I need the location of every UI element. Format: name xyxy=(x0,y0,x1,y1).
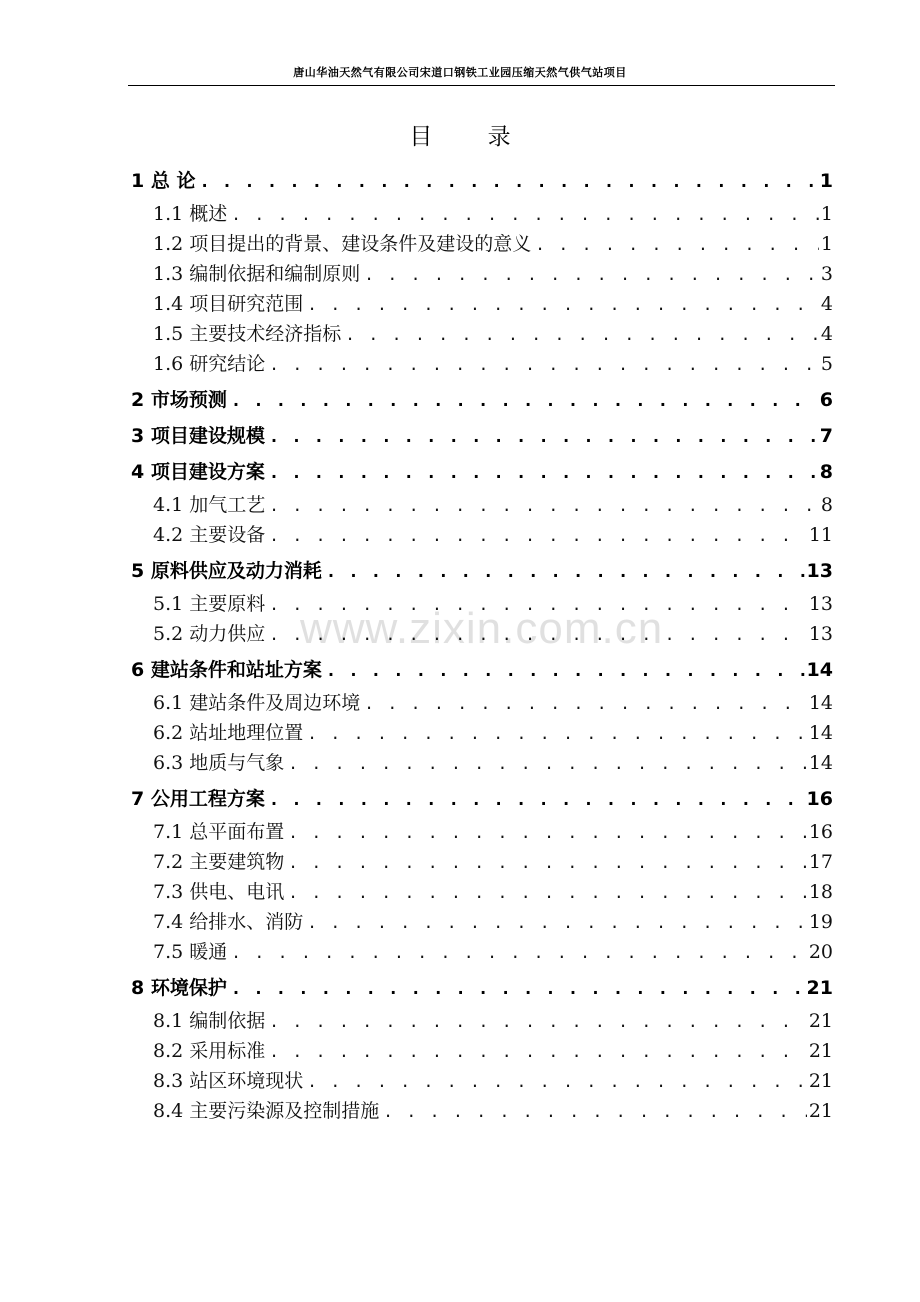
toc-page-number: 14 xyxy=(808,692,833,714)
toc-page-number: 14 xyxy=(806,659,833,681)
toc-page-number: 1 xyxy=(820,203,833,225)
toc-dot-leader xyxy=(269,521,807,550)
toc-entry-label: 5.1 主要原料 xyxy=(153,593,266,615)
toc-section-entry[interactable] xyxy=(131,289,833,319)
toc-section-entry[interactable] xyxy=(131,937,833,967)
toc-dot-leader xyxy=(269,458,818,487)
toc-section-entry[interactable] xyxy=(131,748,833,778)
toc-entry-label: 6.1 建站条件及周边环境 xyxy=(153,692,361,714)
header-rule xyxy=(128,85,835,86)
toc-dot-leader xyxy=(364,260,819,289)
toc-entry-label: 8.3 站区环境现状 xyxy=(153,1070,304,1092)
toc-section-entry[interactable] xyxy=(131,1066,833,1096)
toc-page-number: 4 xyxy=(820,323,833,345)
toc-page-number: 17 xyxy=(808,851,833,873)
toc-section-entry[interactable] xyxy=(131,1096,833,1126)
toc-page-number: 21 xyxy=(808,1040,833,1062)
toc-entry-label: 2 市场预测 xyxy=(131,389,227,411)
toc-page-number: 14 xyxy=(808,752,833,774)
toc-page-number: 11 xyxy=(808,524,833,546)
toc-entry-label: 8 环境保护 xyxy=(131,977,227,999)
toc-chapter-entry[interactable] xyxy=(131,421,833,451)
toc-dot-leader xyxy=(288,818,807,847)
toc-section-entry[interactable] xyxy=(131,520,833,550)
toc-dot-leader xyxy=(307,290,819,319)
toc-entry-label: 7.3 供电、电讯 xyxy=(153,881,285,903)
toc-entry-label: 4.2 主要设备 xyxy=(153,524,266,546)
toc-entry-label: 1.3 编制依据和编制原则 xyxy=(153,263,361,285)
watermark: www.zixin.com.cn xyxy=(300,604,664,653)
toc-dot-leader xyxy=(269,1007,807,1036)
toc-entry-label: 1.6 研究结论 xyxy=(153,353,266,375)
toc-page-number: 14 xyxy=(808,722,833,744)
toc-title: 目 录 xyxy=(409,124,535,150)
toc-entry-label: 1.5 主要技术经济指标 xyxy=(153,323,342,345)
toc-page-number: 18 xyxy=(808,881,833,903)
toc-dot-leader xyxy=(326,557,805,586)
toc-dot-leader xyxy=(345,320,819,349)
toc-entry-label: 6 建站条件和站址方案 xyxy=(131,659,322,681)
toc-entry-label: 7.2 主要建筑物 xyxy=(153,851,285,873)
toc-page-number: 16 xyxy=(808,821,833,843)
toc-entry-label: 8.4 主要污染源及控制措施 xyxy=(153,1100,380,1122)
toc-page-number: 6 xyxy=(819,389,833,411)
toc-section-entry[interactable] xyxy=(131,619,833,649)
toc-page-number: 1 xyxy=(820,233,833,255)
running-header: 唐山华油天然气有限公司宋道口钢铁工业园压缩天然气供气站项目 xyxy=(293,66,627,79)
toc-dot-leader xyxy=(199,167,817,196)
toc-section-entry[interactable] xyxy=(131,319,833,349)
toc-dot-leader xyxy=(364,689,807,718)
toc-entry-label: 7.1 总平面布置 xyxy=(153,821,285,843)
toc-dot-leader xyxy=(231,386,818,415)
toc-page-number: 13 xyxy=(808,623,833,645)
toc-entry-label: 8.2 采用标准 xyxy=(153,1040,266,1062)
toc-chapter-entry[interactable] xyxy=(131,556,833,586)
toc-entry-label: 6.2 站址地理位置 xyxy=(153,722,304,744)
toc-dot-leader xyxy=(231,974,805,1003)
table-of-contents xyxy=(131,160,833,1126)
toc-chapter-entry[interactable] xyxy=(131,457,833,487)
toc-section-entry[interactable] xyxy=(131,877,833,907)
toc-page-number: 21 xyxy=(808,1010,833,1032)
toc-page-number: 8 xyxy=(819,461,833,483)
toc-dot-leader xyxy=(288,848,807,877)
toc-page-number: 20 xyxy=(808,941,833,963)
toc-dot-leader xyxy=(269,350,819,379)
toc-page-number: 4 xyxy=(820,293,833,315)
toc-chapter-entry[interactable] xyxy=(131,385,833,415)
toc-section-entry[interactable] xyxy=(131,847,833,877)
toc-section-entry[interactable] xyxy=(131,688,833,718)
toc-dot-leader xyxy=(288,878,807,907)
toc-entry-label: 1.2 项目提出的背景、建设条件及建设的意义 xyxy=(153,233,532,255)
toc-page-number: 16 xyxy=(806,788,833,810)
toc-dot-leader xyxy=(307,908,807,937)
toc-page-number: 13 xyxy=(806,560,833,582)
toc-chapter-entry[interactable] xyxy=(131,973,833,1003)
toc-entry-label: 8.1 编制依据 xyxy=(153,1010,266,1032)
toc-dot-leader xyxy=(231,938,807,967)
toc-section-entry[interactable] xyxy=(131,718,833,748)
toc-page-number: 13 xyxy=(808,593,833,615)
toc-page-number: 8 xyxy=(820,494,833,516)
toc-section-entry[interactable] xyxy=(131,1006,833,1036)
toc-section-entry[interactable] xyxy=(131,907,833,937)
toc-chapter-entry[interactable] xyxy=(131,655,833,685)
toc-section-entry[interactable] xyxy=(131,349,833,379)
toc-section-entry[interactable] xyxy=(131,229,833,259)
toc-page-number: 19 xyxy=(808,911,833,933)
toc-dot-leader xyxy=(269,590,807,619)
toc-entry-label: 7 公用工程方案 xyxy=(131,788,265,810)
toc-dot-leader xyxy=(269,1037,807,1066)
toc-entry-label: 4 项目建设方案 xyxy=(131,461,265,483)
toc-dot-leader xyxy=(231,200,819,229)
toc-entry-label: 4.1 加气工艺 xyxy=(153,494,266,516)
toc-entry-label: 1 总 论 xyxy=(131,170,196,192)
toc-dot-leader xyxy=(307,719,807,748)
toc-section-entry[interactable] xyxy=(131,1036,833,1066)
toc-entry-label: 5 原料供应及动力消耗 xyxy=(131,560,322,582)
toc-entry-label: 5.2 动力供应 xyxy=(153,623,266,645)
toc-section-entry[interactable] xyxy=(131,259,833,289)
toc-section-entry[interactable] xyxy=(131,589,833,619)
toc-entry-label: 7.4 给排水、消防 xyxy=(153,911,304,933)
toc-entry-label: 6.3 地质与气象 xyxy=(153,752,285,774)
toc-dot-leader xyxy=(269,422,818,451)
toc-page-number: 21 xyxy=(808,1100,833,1122)
toc-entry-label: 7.5 暖通 xyxy=(153,941,228,963)
toc-dot-leader xyxy=(326,656,805,685)
toc-page-number: 1 xyxy=(819,170,833,192)
toc-dot-leader xyxy=(269,785,805,814)
toc-entry-label: 1.4 项目研究范围 xyxy=(153,293,304,315)
toc-section-entry[interactable] xyxy=(131,817,833,847)
toc-page-number: 3 xyxy=(820,263,833,285)
toc-page-number: 21 xyxy=(806,977,833,999)
toc-section-entry[interactable] xyxy=(131,490,833,520)
toc-page-number: 7 xyxy=(819,425,833,447)
toc-page-number: 21 xyxy=(808,1070,833,1092)
toc-section-entry[interactable] xyxy=(131,199,833,229)
toc-dot-leader xyxy=(288,749,807,778)
toc-dot-leader xyxy=(269,491,819,520)
toc-entry-label: 1.1 概述 xyxy=(153,203,228,225)
toc-chapter-entry[interactable] xyxy=(131,784,833,814)
toc-dot-leader xyxy=(383,1097,807,1126)
toc-dot-leader xyxy=(535,230,819,259)
toc-entry-label: 3 项目建设规模 xyxy=(131,425,265,447)
toc-dot-leader xyxy=(307,1067,807,1096)
toc-page-number: 5 xyxy=(820,353,833,375)
toc-dot-leader xyxy=(269,620,807,649)
toc-chapter-entry[interactable] xyxy=(131,166,833,196)
